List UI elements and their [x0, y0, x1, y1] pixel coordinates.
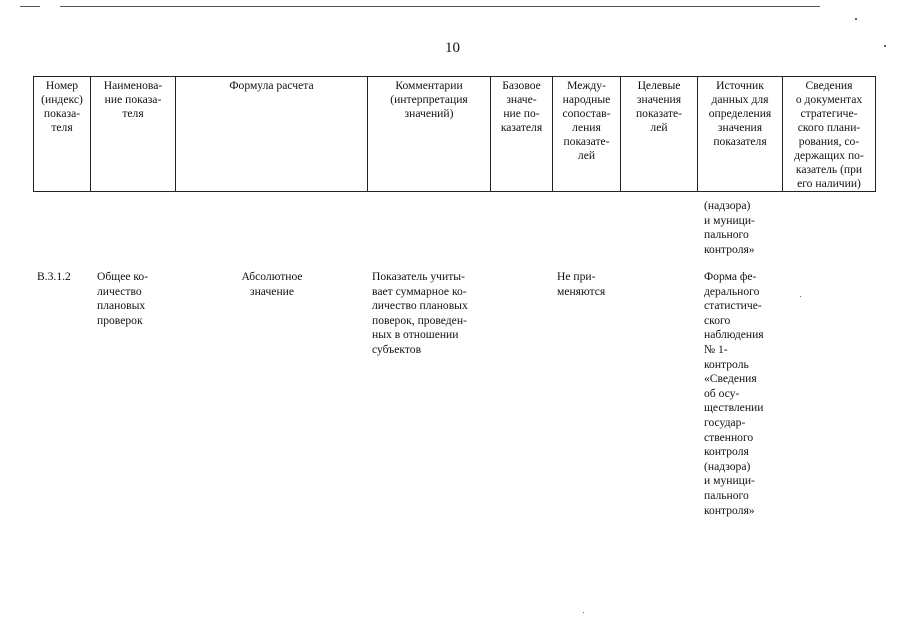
- top-rule: [60, 6, 820, 7]
- row-formula: Абсолютное значение: [241, 270, 303, 298]
- header-base-value: Базовое значе- ние по- казателя: [491, 77, 553, 192]
- scan-speck: [884, 45, 886, 47]
- carryover-source-text: (надзора) и муници- пального контроля»: [704, 199, 755, 256]
- row-international: Не при- меняются: [557, 270, 606, 298]
- page-number: 10: [445, 40, 460, 56]
- header-source: Источник данных для определения значения показателя: [698, 77, 783, 192]
- row-source: Форма фе- дерального статистиче- ского наблюдения № 1- контроль «Сведения об осу- ществлении государ- ственного контроля (надзора) и муници- пального контроля»: [704, 270, 764, 517]
- top-rule-left: [20, 6, 40, 7]
- header-strategic-docs: Сведения о документах стратегиче- ского плани- рования, со- держащих по- казатель (при его наличии): [783, 77, 876, 192]
- header-comment: Комментарии (интерпретация значений): [368, 77, 491, 192]
- scan-speck: [855, 18, 857, 20]
- row-index: В.3.1.2: [37, 270, 71, 283]
- row-comment: Показатель учиты- вает суммарное ко- личество плановых поверок, проведен- ных в отношении субъектов: [372, 270, 468, 356]
- scan-speck: [800, 296, 801, 297]
- header-row: [34, 77, 876, 192]
- indicator-table-header: [33, 76, 876, 192]
- header-index: Номер (индекс) показа- теля: [34, 77, 91, 192]
- header-formula: Формула расчета: [176, 77, 368, 192]
- header-international: Между- народные сопостав- ления показате- лей: [553, 77, 621, 192]
- header-name: Наименова- ние показа- теля: [91, 77, 176, 192]
- row-name: Общее ко- личество плановых проверок: [97, 270, 149, 327]
- header-target: Целевые значения показате- лей: [621, 77, 698, 192]
- scan-speck: [583, 612, 584, 613]
